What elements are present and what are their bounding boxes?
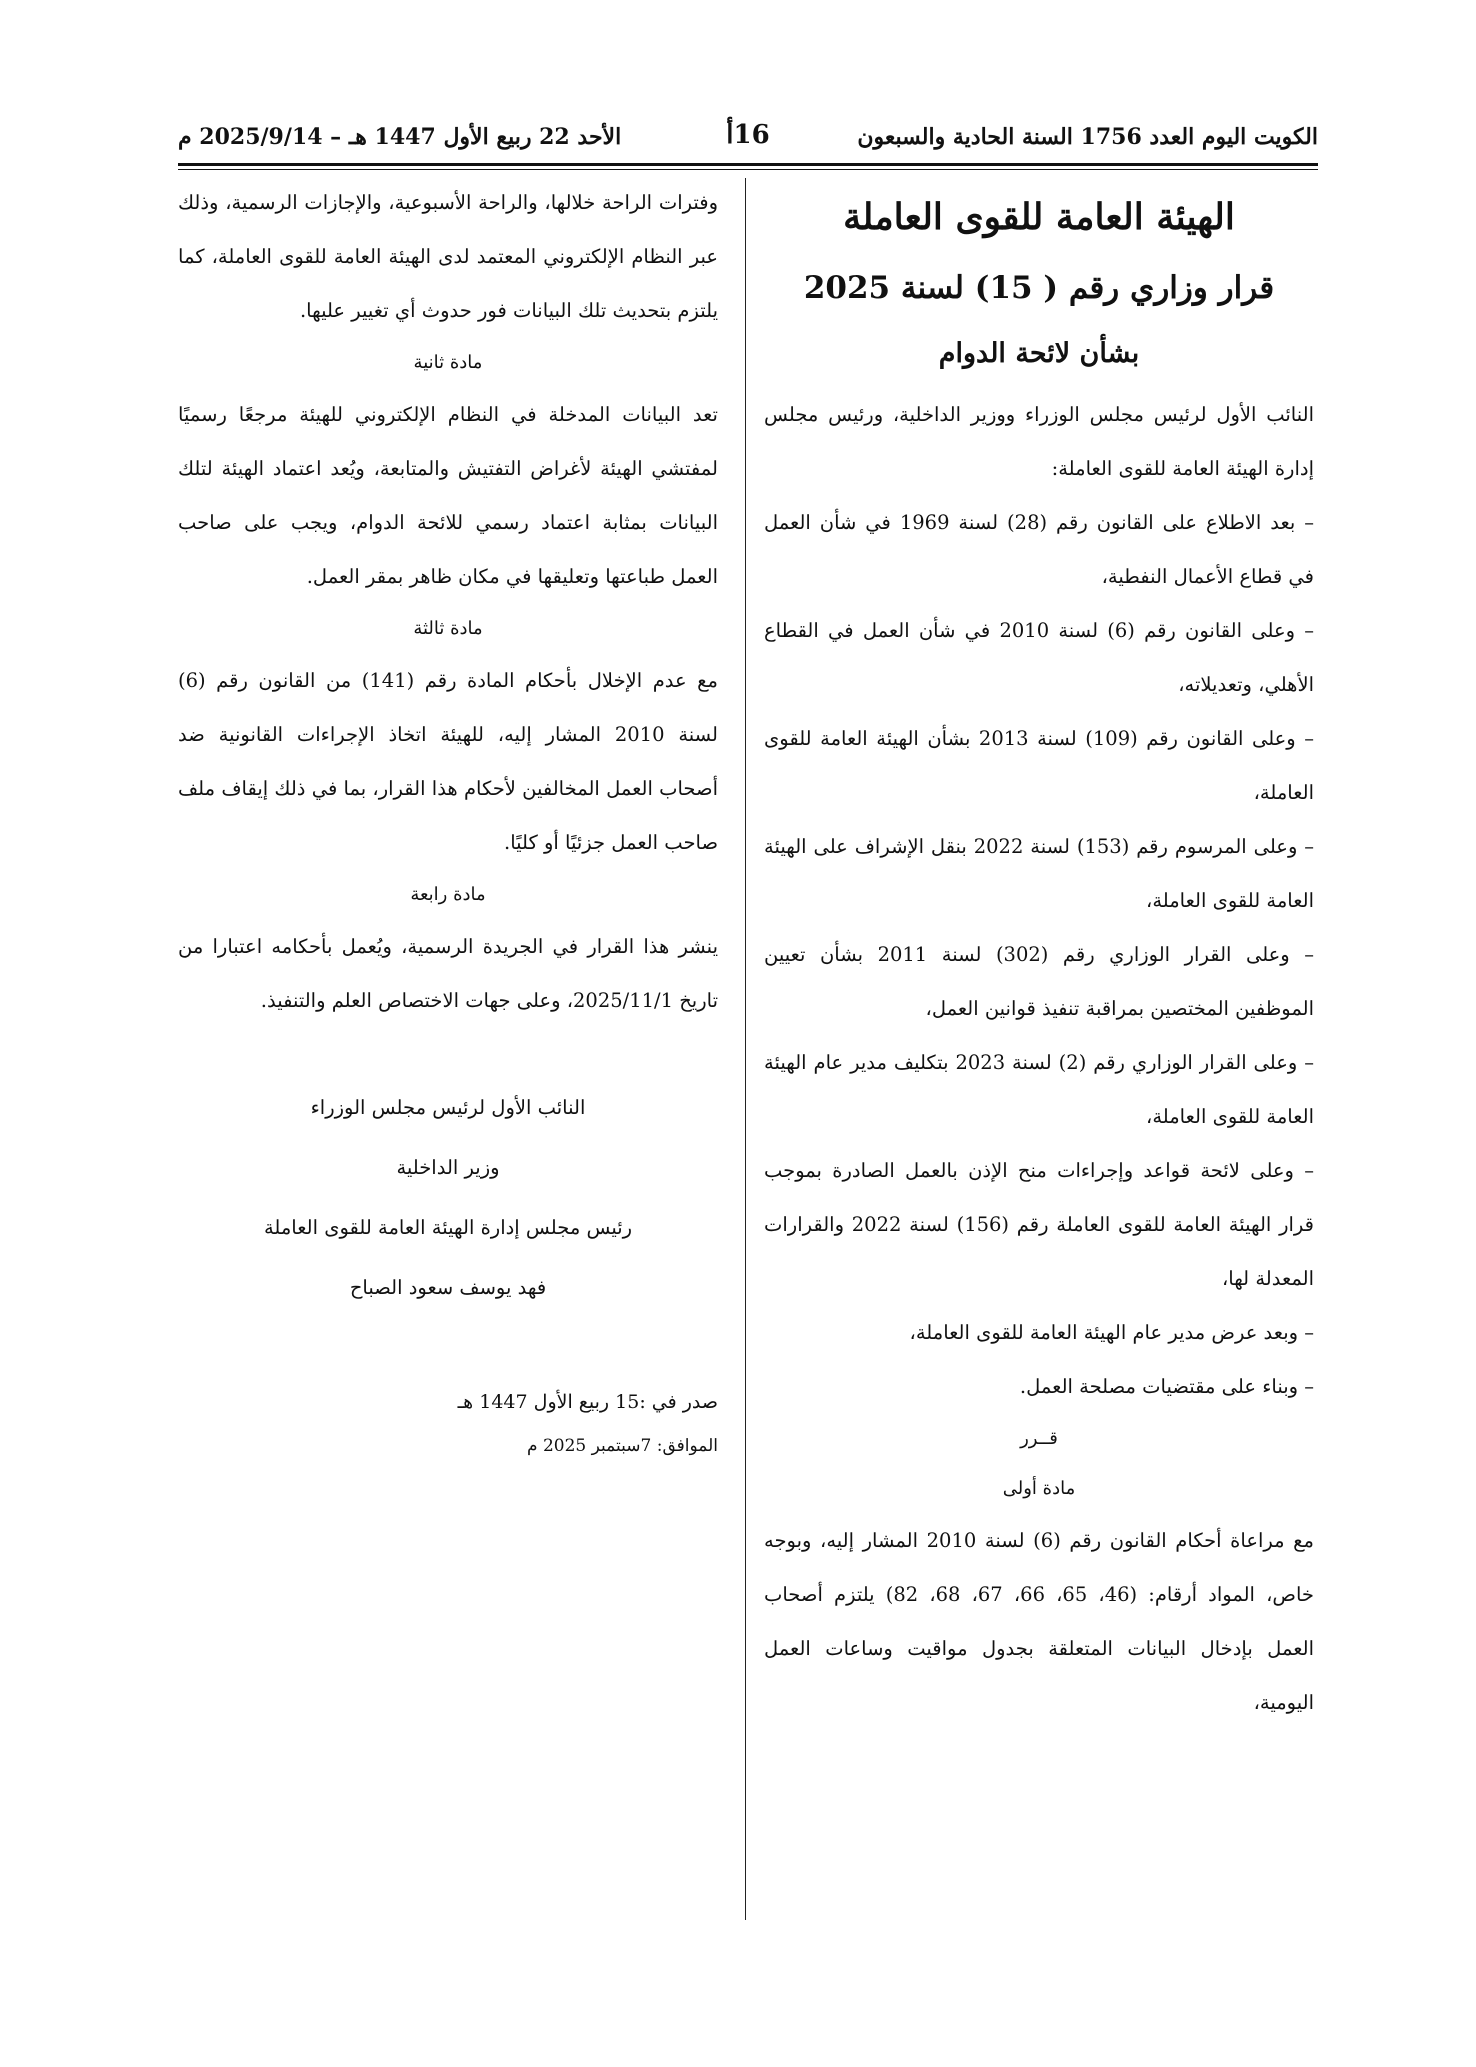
signatory-name: فهد يوسف سعود الصباح xyxy=(349,1276,547,1299)
issued-gregorian-date: الموافق: 7سبتمبر 2025 م xyxy=(527,1436,718,1456)
signatory-title-3: رئيس مجلس إدارة الهيئة العامة للقوى العاملة xyxy=(263,1216,633,1239)
authority-title: الهيئة العامة للقوى العاملة xyxy=(843,196,1235,238)
recital: – وعلى القرار الوزاري رقم (2) لسنة 2023 بتكليف مدير عام الهيئة العامة للقوى العاملة، xyxy=(764,1051,1315,1128)
article-2-title: مادة ثانية xyxy=(413,352,483,373)
signatory-title-2: وزير الداخلية xyxy=(396,1156,500,1179)
issued-hijri-date: صدر في :15 ربيع الأول 1447 هـ xyxy=(457,1391,718,1413)
recital: – وعلى لائحة قواعد وإجراءات منح الإذن بالعمل الصادرة بموجب قرار الهيئة العامة للقوى العاملة رقم (156) لسنة 2022 والقرارات المعدلة لها، xyxy=(764,1159,1314,1290)
header-page-number: 16أ xyxy=(726,120,770,150)
recital: – وعلى المرسوم رقم (153) لسنة 2022 بنقل الإشراف على الهيئة العامة للقوى العاملة، xyxy=(764,835,1315,912)
article-4-title: مادة رابعة xyxy=(410,884,486,905)
right-column xyxy=(764,178,1314,1730)
issue-date-block xyxy=(178,1380,718,1468)
recital: – وبناء على مقتضيات مصلحة العمل. xyxy=(1019,1375,1314,1398)
recital: – وبعد عرض مدير عام الهيئة العامة للقوى العاملة، xyxy=(909,1321,1314,1344)
page-header xyxy=(178,118,1318,158)
signature-block xyxy=(178,1078,718,1318)
recital: – وعلى القرار الوزاري رقم (302) لسنة 2011 بشأن تعيين الموظفين المختصين بمراقبة تنفيذ قوانين العمل، xyxy=(764,943,1314,1020)
column-divider xyxy=(745,178,746,1920)
decree-subject: بشأن لائحة الدوام xyxy=(938,338,1140,369)
decided-heading: قــرر xyxy=(1020,1428,1058,1449)
recital: – وعلى القانون رقم (6) لسنة 2010 في شأن العمل في القطاع الأهلي، وتعديلاته، xyxy=(764,619,1314,696)
signatory-title-1: النائب الأول لرئيس مجلس الوزراء xyxy=(310,1096,586,1119)
left-column xyxy=(178,176,718,1468)
article-2-text: تعد البيانات المدخلة في النظام الإلكتروني للهيئة مرجعًا رسميًا لمفتشي الهيئة لأغراض التفتيش والمتابعة، ويُعد اعتماد الهيئة لتلك البيانات بمثابة اعتماد رسمي للائحة الدوام، ويجب على صاحب العمل طباعتها وتعليقها في مكان ظاهر بمقر العمل. xyxy=(178,403,718,588)
article-4-text: ينشر هذا القرار في الجريدة الرسمية، ويُعمل بأحكامه اعتبارا من تاريخ 2025/11/1، وعلى جهات الاختصاص العلم والتنفيذ. xyxy=(178,935,718,1012)
header-date: الأحد 22 ربيع الأول 1447 هـ – 2025/9/14 م xyxy=(178,124,622,150)
article-1-continuation: وفترات الراحة خلالها، والراحة الأسبوعية، والإجازات الرسمية، وذلك عبر النظام الإلكتروني المعتمد لدى الهيئة العامة للقوى العاملة، كما يلتزم بتحديث تلك البيانات فور حدوث أي تغيير عليها. xyxy=(178,191,718,322)
preamble: النائب الأول لرئيس مجلس الوزراء ووزير الداخلية، ورئيس مجلس إدارة الهيئة العامة للقوى العاملة: xyxy=(764,403,1314,480)
article-1-text: مع مراعاة أحكام القانون رقم (6) لسنة 2010 المشار إليه، وبوجه خاص، المواد أرقام: (46، 65، 66، 67، 68، 82) يلتزم أصحاب العمل بإدخال البيانات المتعلقة بجدول مواقيت وساعات العمل اليومية، xyxy=(764,1529,1315,1714)
article-3-title: مادة ثالثة xyxy=(413,618,483,639)
recital: – بعد الاطلاع على القانون رقم (28) لسنة 1969 في شأن العمل في قطاع الأعمال النفطية، xyxy=(764,511,1314,588)
recital: – وعلى القانون رقم (109) لسنة 2013 بشأن الهيئة العامة للقوى العاملة، xyxy=(764,727,1314,804)
header-rule-thick xyxy=(178,163,1318,166)
decree-title: قرار وزاري رقم ( 15) لسنة 2025 xyxy=(803,270,1275,306)
article-1-title: مادة أولى xyxy=(1002,1478,1076,1499)
header-rule-thin xyxy=(178,169,1318,170)
article-3-text: مع عدم الإخلال بأحكام المادة رقم (141) من القانون رقم (6) لسنة 2010 المشار إليه، للهيئة اتخاذ الإجراءات القانونية ضد أصحاب العمل المخالفين لأحكام هذا القرار، بما في ذلك إيقاف ملف صاحب العمل جزئيًا أو كليًا. xyxy=(178,669,718,854)
header-issue-info: الكويت اليوم العدد 1756 السنة الحادية والسبعون xyxy=(857,124,1318,150)
